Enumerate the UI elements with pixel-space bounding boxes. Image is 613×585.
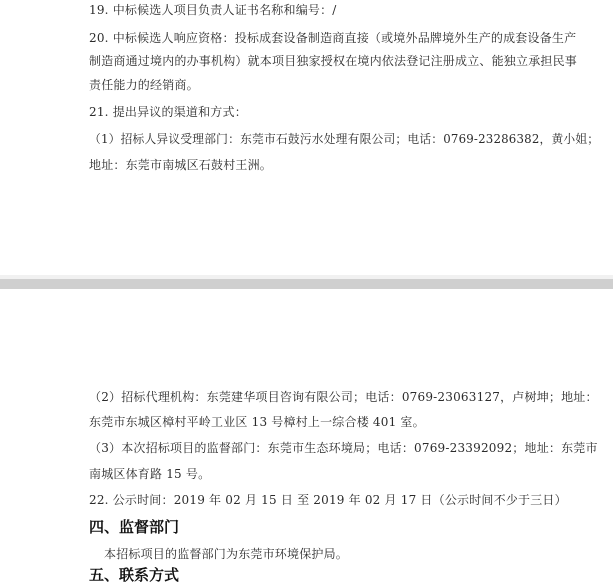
section-5-heading: 五、联系方式 (89, 566, 180, 584)
item-21-3-supervision-line1: （3）本次招标项目的监督部门：东莞市生态环境局；电话：0769-23392092；地址：东莞市 (89, 441, 598, 455)
section-4-body: 本招标项目的监督部门为东莞市环境保护局。 (104, 547, 349, 561)
item-21-2-agency-line2: 东莞市东城区樟村平岭工业区 13 号樟村上一综合楼 401 室。 (89, 415, 425, 429)
item-20-qualification-line1: 20. 中标候选人响应资格：投标成套设备制造商直接（或境外品牌境外生产的成套设备生产 (89, 31, 577, 45)
item-22-publicity-period: 22. 公示时间：2019 年 02 月 15 日 至 2019 年 02 月 17 日（公示时间不少于三日） (89, 493, 567, 507)
item-20-qualification-line2: 制造商通过境内的办事机构）就本项目独家授权在境内依法登记注册成立、能独立承担民事 (89, 54, 578, 68)
item-21-1-tenderer-line1: （1）招标人异议受理部门：东莞市石鼓污水处理有限公司；电话：0769-23286382，黄小姐； (89, 132, 600, 146)
item-21-2-agency-line1: （2）招标代理机构：东莞建华项目咨询有限公司；电话：0769-23063127，卢树坤；地址： (89, 390, 598, 404)
page-break-divider (0, 279, 613, 289)
item-20-qualification-line3: 责任能力的经销商。 (89, 78, 199, 92)
item-21-1-tenderer-line2: 地址：东莞市南城区石鼓村王洲。 (89, 158, 273, 172)
item-21-objection-channels: 21. 提出异议的渠道和方式： (89, 105, 247, 119)
item-19-candidate-certificate: 19. 中标候选人项目负责人证书名称和编号：/ (89, 3, 337, 17)
section-4-heading: 四、监督部门 (89, 518, 180, 536)
item-21-3-supervision-line2: 南城区体育路 15 号。 (89, 467, 211, 481)
